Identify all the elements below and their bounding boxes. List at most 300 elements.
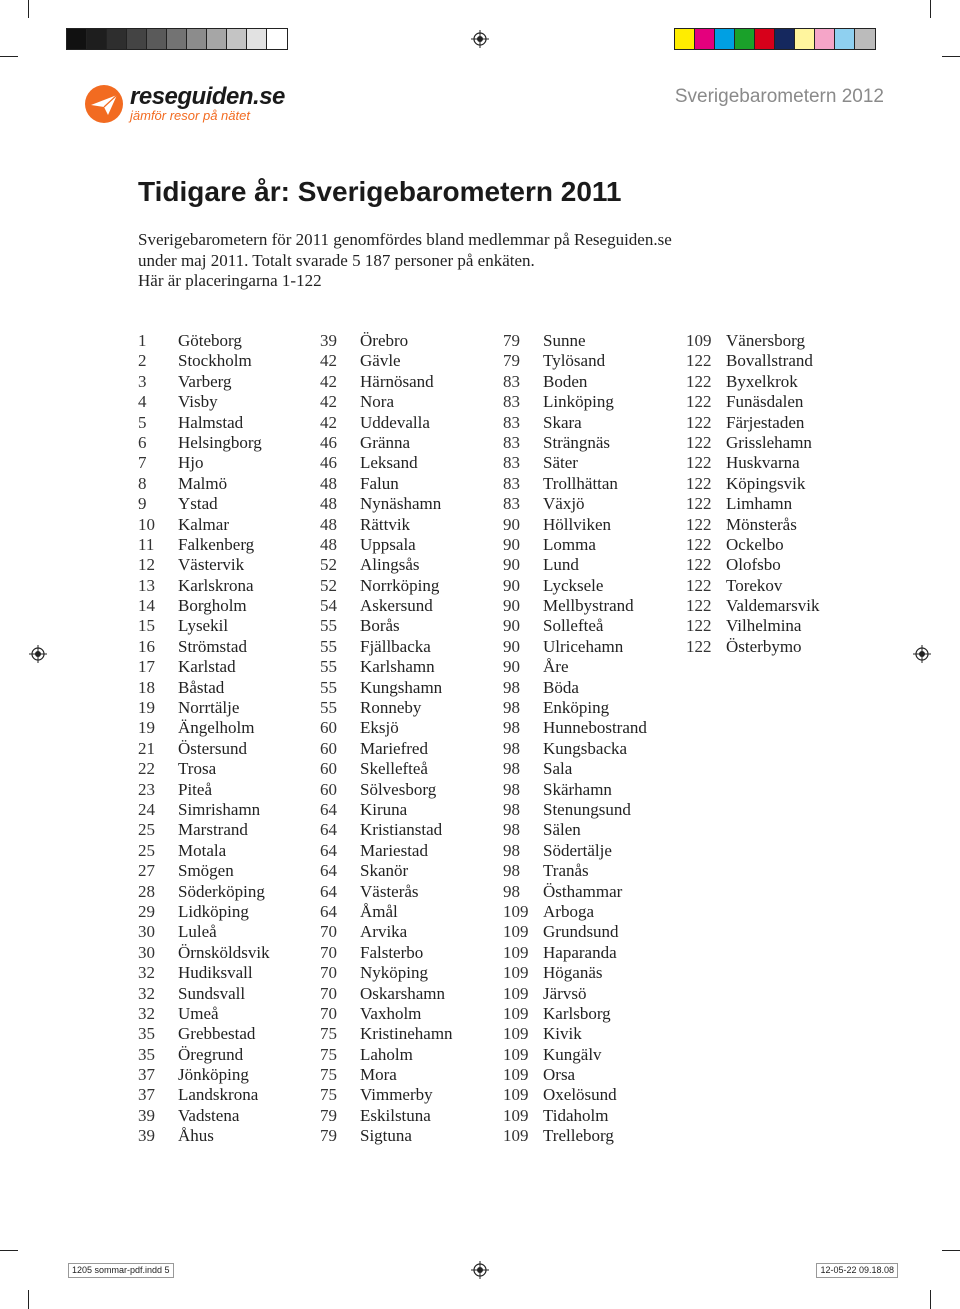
rank-number: 90	[503, 575, 520, 595]
city-name: Borås	[360, 616, 400, 636]
city-name: Skärhamn	[543, 779, 612, 799]
rank-number: 21	[138, 738, 155, 758]
city-name: Luleå	[178, 922, 217, 942]
city-name: Mönsterås	[726, 514, 797, 534]
rank-number: 60	[320, 738, 337, 758]
gray-calibration-bar	[66, 28, 288, 50]
ranking-row	[138, 963, 270, 983]
ranking-row	[503, 882, 647, 902]
city-name: Falun	[360, 473, 399, 493]
calibration-swatch	[795, 29, 815, 49]
rank-number: 54	[320, 596, 337, 616]
city-name: Malmö	[178, 473, 228, 493]
rank-number: 42	[320, 351, 337, 371]
city-name: Karlstad	[178, 657, 236, 677]
crop-mark	[930, 0, 931, 18]
rank-number: 42	[320, 371, 337, 391]
ranking-row	[320, 1106, 453, 1126]
city-name: Falkenberg	[178, 534, 255, 554]
city-name: Strängnäs	[543, 432, 611, 452]
ranking-row	[138, 1106, 270, 1126]
rank-number: 70	[320, 983, 337, 1003]
rank-number: 17	[138, 657, 155, 677]
ranking-row	[138, 1065, 270, 1085]
ranking-row	[320, 1045, 453, 1065]
rank-number: 109	[503, 963, 529, 983]
rank-number: 42	[320, 392, 337, 412]
rank-number: 79	[320, 1105, 337, 1125]
rank-number: 32	[138, 963, 155, 983]
ranking-row	[320, 739, 453, 759]
rank-number: 29	[138, 901, 155, 921]
rank-number: 30	[138, 922, 155, 942]
ranking-row	[320, 800, 453, 820]
ranking-row	[320, 820, 453, 840]
calibration-swatch	[735, 29, 755, 49]
rank-number: 64	[320, 840, 337, 860]
city-name: Vänersborg	[726, 331, 805, 350]
rank-number: 3	[138, 371, 147, 391]
calibration-swatch	[675, 29, 695, 49]
city-name: Uddevalla	[360, 412, 430, 432]
city-name: Norrtälje	[178, 698, 240, 718]
rank-number: 83	[503, 392, 520, 412]
city-name: Oxelösund	[543, 1085, 617, 1105]
ranking-row	[320, 718, 453, 738]
crop-mark	[28, 0, 29, 18]
city-name: Östhammar	[543, 881, 623, 901]
city-name: Smögen	[178, 861, 234, 881]
rank-number: 79	[503, 331, 520, 350]
registration-mark-icon	[471, 1261, 489, 1279]
rank-number: 23	[138, 779, 155, 799]
registration-mark-icon	[29, 645, 47, 663]
city-name: Sollefteå	[543, 616, 604, 636]
city-name: Eksjö	[360, 718, 399, 738]
city-name: Karlsborg	[543, 1003, 611, 1023]
city-name: Västerås	[360, 881, 419, 901]
print-timestamp: 12-05-22 09.18.08	[816, 1263, 898, 1278]
city-name: Stenungsund	[543, 799, 631, 819]
rank-number: 52	[320, 575, 337, 595]
city-name: Göteborg	[178, 331, 242, 350]
ranking-row	[138, 637, 270, 657]
calibration-swatch	[695, 29, 715, 49]
city-name: Arboga	[543, 901, 594, 921]
calibration-swatch	[107, 29, 127, 49]
ranking-row	[320, 1024, 453, 1044]
color-calibration-bar	[674, 28, 876, 50]
ranking-row	[686, 392, 819, 412]
rank-number: 83	[503, 453, 520, 473]
city-name: Österbymo	[726, 636, 802, 656]
calibration-swatch	[167, 29, 187, 49]
rank-number: 70	[320, 1003, 337, 1023]
city-name: Kungsbacka	[543, 738, 628, 758]
ranking-row	[138, 1085, 270, 1105]
city-name: Öregrund	[178, 1044, 244, 1064]
rank-number: 122	[686, 392, 712, 412]
city-name: Sundsvall	[178, 983, 246, 1003]
ranking-row	[503, 1045, 647, 1065]
ranking-row	[138, 780, 270, 800]
rank-number: 55	[320, 657, 337, 677]
ranking-row	[320, 576, 453, 596]
ranking-row	[503, 494, 647, 514]
ranking-row	[138, 718, 270, 738]
city-name: Piteå	[178, 779, 212, 799]
ranking-row	[320, 943, 453, 963]
rank-number: 90	[503, 616, 520, 636]
ranking-row	[686, 576, 819, 596]
rank-number: 11	[138, 534, 155, 554]
ranking-row	[138, 413, 270, 433]
city-name: Kivik	[543, 1024, 582, 1044]
ranking-row	[320, 616, 453, 636]
rank-number: 15	[138, 616, 155, 636]
rank-number: 6	[138, 432, 147, 452]
ranking-row	[686, 331, 819, 351]
ranking-row	[320, 1126, 453, 1146]
ranking-row	[138, 576, 270, 596]
ranking-row	[503, 718, 647, 738]
reseguiden-logo[interactable]	[84, 84, 285, 124]
rank-number: 48	[320, 514, 337, 534]
ranking-row	[320, 1085, 453, 1105]
city-name: Enköping	[543, 698, 610, 718]
city-name: Alingsås	[360, 555, 420, 575]
intro-line: Här är placeringarna 1-122	[138, 271, 322, 290]
rank-number: 90	[503, 514, 520, 534]
ranking-row	[503, 984, 647, 1004]
ranking-row	[320, 1004, 453, 1024]
page-title: Tidigare år: Sverigebarometern 2011	[138, 176, 622, 207]
ranking-row	[503, 576, 647, 596]
rank-number: 122	[686, 636, 712, 656]
ranking-row	[320, 453, 453, 473]
city-name: Norrköping	[360, 575, 440, 595]
rank-number: 24	[138, 799, 155, 819]
ranking-row	[686, 494, 819, 514]
rank-number: 75	[320, 1085, 337, 1105]
ranking-row	[138, 902, 270, 922]
ranking-column-2	[320, 331, 453, 1147]
rank-number: 109	[503, 901, 529, 921]
rank-number: 109	[503, 983, 529, 1003]
rank-number: 48	[320, 473, 337, 493]
city-name: Ockelbo	[726, 534, 784, 554]
city-name: Arvika	[360, 922, 408, 942]
city-name: Borgholm	[178, 596, 247, 616]
city-name: Helsingborg	[178, 432, 262, 452]
ranking-row	[320, 882, 453, 902]
city-name: Leksand	[360, 453, 418, 473]
city-name: Olofsbo	[726, 555, 781, 575]
ranking-row	[686, 453, 819, 473]
rank-number: 46	[320, 432, 337, 452]
city-name: Säter	[543, 453, 578, 473]
city-name: Västervik	[178, 555, 245, 575]
rank-number: 18	[138, 677, 155, 697]
rank-number: 122	[686, 555, 712, 575]
rank-number: 83	[503, 371, 520, 391]
rank-number: 70	[320, 922, 337, 942]
ranking-row	[138, 841, 270, 861]
ranking-row	[503, 1004, 647, 1024]
rank-number: 83	[503, 494, 520, 514]
rank-number: 109	[503, 1044, 529, 1064]
city-name: Varberg	[178, 371, 232, 391]
ranking-row	[320, 984, 453, 1004]
rank-number: 122	[686, 453, 712, 473]
city-name: Landskrona	[178, 1085, 259, 1105]
rank-number: 122	[686, 514, 712, 534]
calibration-swatch	[147, 29, 167, 49]
ranking-row	[138, 820, 270, 840]
ranking-row	[320, 535, 453, 555]
calibration-swatch	[227, 29, 247, 49]
city-name: Ronneby	[360, 698, 422, 718]
city-name: Torekov	[726, 575, 783, 595]
city-name: Hudiksvall	[178, 963, 253, 983]
city-name: Sigtuna	[360, 1126, 412, 1146]
ranking-row	[503, 902, 647, 922]
ranking-row	[138, 515, 270, 535]
ranking-row	[503, 637, 647, 657]
ranking-row	[138, 1004, 270, 1024]
rank-number: 75	[320, 1024, 337, 1044]
city-name: Ystad	[178, 494, 218, 514]
rank-number: 12	[138, 555, 155, 575]
calibration-swatch	[207, 29, 227, 49]
city-name: Uppsala	[360, 534, 416, 554]
rank-number: 39	[320, 331, 337, 350]
city-name: Skanör	[360, 861, 409, 881]
city-name: Åhus	[178, 1126, 214, 1146]
paper-plane-logo-icon	[84, 84, 124, 124]
city-name: Umeå	[178, 1003, 219, 1023]
ranking-row	[320, 841, 453, 861]
city-name: Höganäs	[543, 963, 603, 983]
city-name: Halmstad	[178, 412, 244, 432]
logo-tagline: jämför resor på nätet	[130, 108, 250, 123]
city-name: Motala	[178, 840, 227, 860]
ranking-row	[320, 922, 453, 942]
rank-number: 98	[503, 698, 520, 718]
ranking-row	[320, 637, 453, 657]
city-name: Kalmar	[178, 514, 229, 534]
calibration-swatch	[835, 29, 855, 49]
rank-number: 55	[320, 616, 337, 636]
ranking-row	[686, 413, 819, 433]
city-name: Fjällbacka	[360, 636, 431, 656]
intro-paragraph	[138, 230, 672, 292]
city-name: Strömstad	[178, 636, 247, 656]
rank-number: 39	[138, 1105, 155, 1125]
city-name: Visby	[178, 392, 218, 412]
city-name: Askersund	[360, 596, 433, 616]
rank-number: 27	[138, 861, 155, 881]
city-name: Bovallstrand	[726, 351, 813, 371]
city-name: Hunnebostrand	[543, 718, 647, 738]
ranking-row	[320, 657, 453, 677]
city-name: Vadstena	[178, 1105, 240, 1125]
ranking-row	[138, 861, 270, 881]
ranking-row	[138, 392, 270, 412]
ranking-row	[320, 678, 453, 698]
ranking-row	[503, 943, 647, 963]
rank-number: 60	[320, 759, 337, 779]
city-name: Gävle	[360, 351, 401, 371]
city-name: Stockholm	[178, 351, 252, 371]
calibration-swatch	[247, 29, 267, 49]
ranking-row	[503, 453, 647, 473]
city-name: Karlshamn	[360, 657, 435, 677]
city-name: Höllviken	[543, 514, 611, 534]
city-name: Mellbystrand	[543, 596, 634, 616]
city-name: Eskilstuna	[360, 1105, 431, 1125]
rank-number: 7	[138, 453, 147, 473]
ranking-row	[138, 657, 270, 677]
ranking-row	[138, 739, 270, 759]
city-name: Jönköping	[178, 1065, 249, 1085]
rank-number: 48	[320, 494, 337, 514]
city-name: Tranås	[543, 861, 589, 881]
city-name: Nyköping	[360, 963, 428, 983]
ranking-row	[686, 616, 819, 636]
ranking-row	[320, 555, 453, 575]
city-name: Kungshamn	[360, 677, 443, 697]
ranking-row	[320, 596, 453, 616]
ranking-row	[320, 372, 453, 392]
ranking-row	[320, 861, 453, 881]
rank-number: 79	[320, 1126, 337, 1146]
city-name: Rättvik	[360, 514, 411, 534]
ranking-row	[320, 351, 453, 371]
ranking-row	[503, 555, 647, 575]
rank-number: 64	[320, 901, 337, 921]
rank-number: 90	[503, 534, 520, 554]
rank-number: 122	[686, 596, 712, 616]
ranking-row	[503, 1085, 647, 1105]
ranking-row	[320, 331, 453, 351]
rank-number: 55	[320, 677, 337, 697]
city-name: Sala	[543, 759, 573, 779]
ranking-row	[503, 841, 647, 861]
ranking-row	[138, 494, 270, 514]
ranking-row	[320, 494, 453, 514]
ranking-row	[320, 1065, 453, 1085]
calibration-swatch	[815, 29, 835, 49]
rank-number: 90	[503, 636, 520, 656]
rank-number: 32	[138, 983, 155, 1003]
city-name: Karlskrona	[178, 575, 254, 595]
rank-number: 90	[503, 596, 520, 616]
rank-number: 19	[138, 718, 155, 738]
city-name: Orsa	[543, 1065, 576, 1085]
ranking-row	[503, 616, 647, 636]
city-name: Örebro	[360, 331, 409, 350]
rank-number: 109	[503, 1085, 529, 1105]
city-name: Falsterbo	[360, 942, 424, 962]
rank-number: 32	[138, 1003, 155, 1023]
city-name: Funäsdalen	[726, 392, 804, 412]
rank-number: 64	[320, 799, 337, 819]
city-name: Köpingsvik	[726, 473, 806, 493]
rank-number: 98	[503, 861, 520, 881]
rank-number: 25	[138, 820, 155, 840]
rank-number: 55	[320, 636, 337, 656]
ranking-row	[503, 698, 647, 718]
rank-number: 83	[503, 432, 520, 452]
city-name: Kristinehamn	[360, 1024, 453, 1044]
rank-number: 52	[320, 555, 337, 575]
rank-number: 98	[503, 881, 520, 901]
logo-name: reseguiden.se	[130, 83, 285, 110]
rank-number: 109	[503, 1024, 529, 1044]
city-name: Trelleborg	[543, 1126, 614, 1146]
ranking-row	[138, 351, 270, 371]
rank-number: 37	[138, 1085, 155, 1105]
calibration-swatch	[755, 29, 775, 49]
city-name: Mora	[360, 1065, 397, 1085]
rank-number: 122	[686, 494, 712, 514]
city-name: Trosa	[178, 759, 217, 779]
rank-number: 16	[138, 636, 155, 656]
city-name: Kristianstad	[360, 820, 443, 840]
ranking-row	[686, 515, 819, 535]
ranking-row	[503, 739, 647, 759]
ranking-row	[320, 474, 453, 494]
rank-number: 75	[320, 1044, 337, 1064]
ranking-row	[320, 698, 453, 718]
rank-number: 60	[320, 779, 337, 799]
calibration-swatch	[715, 29, 735, 49]
ranking-row	[138, 678, 270, 698]
ranking-row	[503, 1106, 647, 1126]
ranking-row	[138, 800, 270, 820]
rank-number: 122	[686, 351, 712, 371]
rank-number: 48	[320, 534, 337, 554]
ranking-row	[320, 963, 453, 983]
city-name: Sälen	[543, 820, 581, 840]
calibration-swatch	[127, 29, 147, 49]
city-name: Oskarshamn	[360, 983, 445, 1003]
rank-number: 83	[503, 412, 520, 432]
city-name: Järvsö	[543, 983, 587, 1003]
rank-number: 14	[138, 596, 155, 616]
rank-number: 109	[503, 1065, 529, 1085]
calibration-swatch	[855, 29, 875, 49]
city-name: Sunne	[543, 331, 586, 350]
rank-number: 109	[503, 1126, 529, 1146]
city-name: Grebbestad	[178, 1024, 256, 1044]
city-name: Grisslehamn	[726, 432, 812, 452]
city-name: Böda	[543, 677, 579, 697]
rank-number: 13	[138, 575, 155, 595]
calibration-swatch	[267, 29, 287, 49]
crop-mark	[0, 1250, 18, 1251]
ranking-row	[503, 1126, 647, 1146]
ranking-row	[138, 1126, 270, 1146]
ranking-row	[138, 922, 270, 942]
rank-number: 109	[503, 1105, 529, 1125]
ranking-row	[503, 351, 647, 371]
city-name: Vaxholm	[360, 1003, 422, 1023]
rank-number: 109	[503, 942, 529, 962]
city-name: Vimmerby	[360, 1085, 433, 1105]
ranking-row	[503, 392, 647, 412]
